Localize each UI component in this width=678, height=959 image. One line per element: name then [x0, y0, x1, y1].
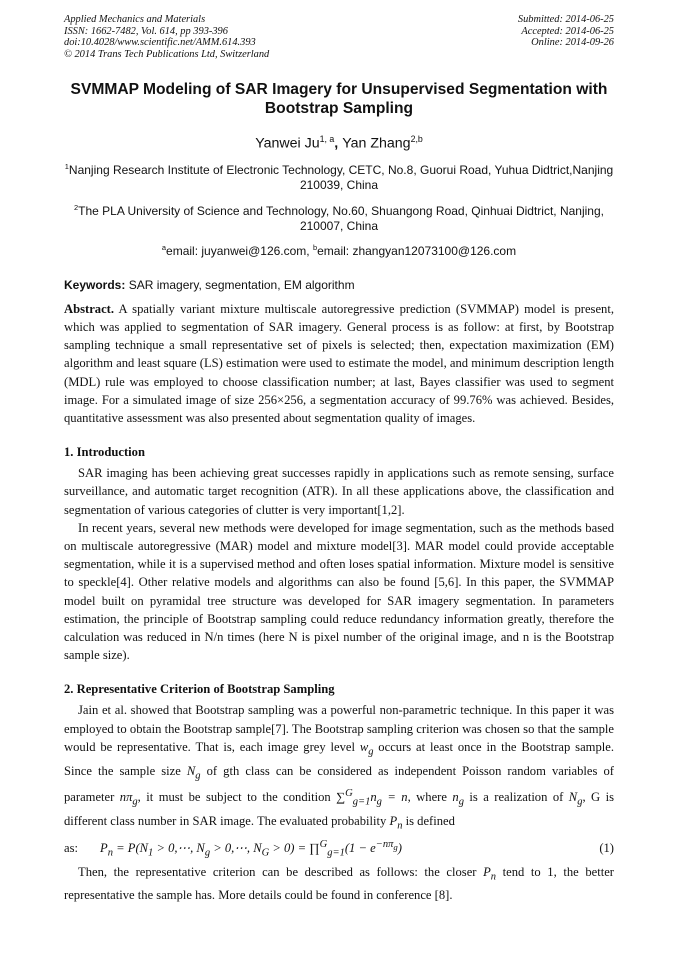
abstract-text: A spatially variant mixture multiscale autoregressive prediction (SVMMAP) model is present, which was applied to segmentation of SAR imagery. General process is as follow: at first, by Bootstrap sampling technique a small representative set of pixels is selected; then, expectation maximization (EM) algorithm and least square (LS) estimation were used to estimate the model, and minimum description length (MDL) rule was employed to choose classification number; at last, Bayes classifier was used to segment image. For a simulated image of size 256×256, a segmentation accuracy of 99.76% was achieved. Besides, quantitative assessment was also presented about segmentation quality of images. — [64, 301, 614, 425]
equation-1-number: (1) — [599, 841, 614, 856]
accepted-date: Accepted: 2014-06-25 — [521, 25, 614, 37]
affiliation-1 — [64, 159, 614, 193]
author-1-affil: 1, a — [319, 134, 335, 144]
abstract — [64, 300, 614, 427]
affiliation-2-text: The PLA University of Science and Technology, No.60, Shuangong Road, Qinhuai Didtrict, Nanjing, 210007, China — [78, 203, 604, 233]
author-2-affil: 2,b — [410, 134, 423, 144]
email-a-sup: a — [161, 242, 167, 252]
submitted-date: Submitted: 2014-06-25 — [517, 14, 614, 25]
affiliation-1-sup: 1 — [64, 161, 69, 171]
online-date: Online: 2014-09-26 — [531, 37, 614, 49]
email-a: email: juyanwei@126.com, — [166, 243, 313, 258]
affiliation-1-text: Nanjing Research Institute of Electronic Technology, CETC, No.8, Guorui Road, Yuhua Didtrict,Nanjing 210039, China — [68, 162, 614, 192]
journal-header — [64, 14, 269, 60]
equation-1 — [64, 836, 614, 863]
affiliation-2-sup: 2 — [73, 202, 79, 212]
paper-title: SVMMAP Modeling of SAR Imagery for Unsupervised Segmentation with Bootstrap Sampling — [70, 81, 608, 117]
journal-name: Applied Mechanics and Materials — [64, 14, 206, 25]
email-b: email: zhangyan12073100@126.com — [317, 243, 517, 258]
section-1-heading: 1. Introduction — [64, 445, 145, 460]
author-2: Yan Zhang — [342, 135, 411, 152]
paper-body — [64, 80, 614, 905]
dates-header — [518, 14, 614, 49]
affiliation-2 — [64, 200, 614, 234]
keywords — [64, 278, 614, 292]
author-line — [64, 131, 614, 152]
author-separator: , — [334, 135, 343, 152]
sum-condition: $\sum^G_{g=1}n_g = n$ — [336, 788, 408, 808]
section-2-paragraph-2: Then, the representative criterion can be described as follows: the closer $P_n$ tend to 1, the better representative the sample has. More details could be found in conference [8]. — [64, 864, 614, 903]
copyright-line: © 2014 Trans Tech Publications Ltd, Switzerland — [64, 48, 270, 60]
doi-line: doi:10.4028/www.scientific.net/AMM.614.393 — [64, 37, 256, 49]
equation-1-body: as: $P_n = P(N_1$ > 0,⋯, $N_g$ > 0,⋯, $N_G > 0$) = ∏$^G_{g=1}$(1 − $e^{-n\pi_g}$) — [64, 838, 402, 859]
email-b-sup: b — [312, 242, 318, 252]
issn-line: ISSN: 1662-7482, Vol. 614, pp 393-396 — [64, 25, 228, 37]
intro-paragraph-2: In recent years, several new methods were developed for image segmentation, such as the methods based on multiscale autoregressive (MAR) model and mixture model[3]. MAR model could provide acceptable segmentation, while it is a supervised method and often loses spatial information. Mixture model is sensitive to speckle[4]. Other relative models and algorithms can also be found [5,6]. In this paper, the SVMMAP model built on pyramidal tree structure was developed for SAR imagery segmentation. In parameters estimation, the principle of Bootstrap sampling could reduce redundancy information greatly, therefore the calculation was reduced in N/n times (here N is pixel number of the original image, and n is the Bootstrap sample size). — [64, 520, 614, 663]
email-line — [64, 240, 614, 259]
section-2-heading: 2. Representative Criterion of Bootstrap Sampling — [64, 682, 335, 697]
abstract-label: Abstract. — [64, 301, 115, 316]
author-1: Yanwei Ju — [255, 135, 320, 152]
keywords-text: SAR imagery, segmentation, EM algorithm — [125, 277, 355, 292]
intro-paragraph-1: SAR imaging has been achieving great successes rapidly in applications such as remote sensing, surface surveillance, and automatic target recognition (ATR). In all these applications above, the classification and segmentation of various categories of clutter is very important[1,2]. — [64, 466, 614, 517]
section-2-paragraph-1: Jain et al. showed that Bootstrap sampling was a powerful non-parametric technique. In this paper it was employed to obtain the Bootstrap sample[7]. The Bootstrap sampling criterion was chosen so that the sample would be representative. That is, each image grey level $w_g$ occurs at least once in the Bootstrap sample. Since the sample size $N_g$ of gth class can be considered as independent Poisson random variables of parameter $n\pi_g$, it must be subject to the condition $\sum^G_{g=1}n_g = n$, where $n_g$ is a realization of $N_g$, G is different class number in SAR image. The evaluated probability $P_n$ is defined — [64, 703, 614, 832]
keywords-label: Keywords: — [64, 277, 126, 292]
